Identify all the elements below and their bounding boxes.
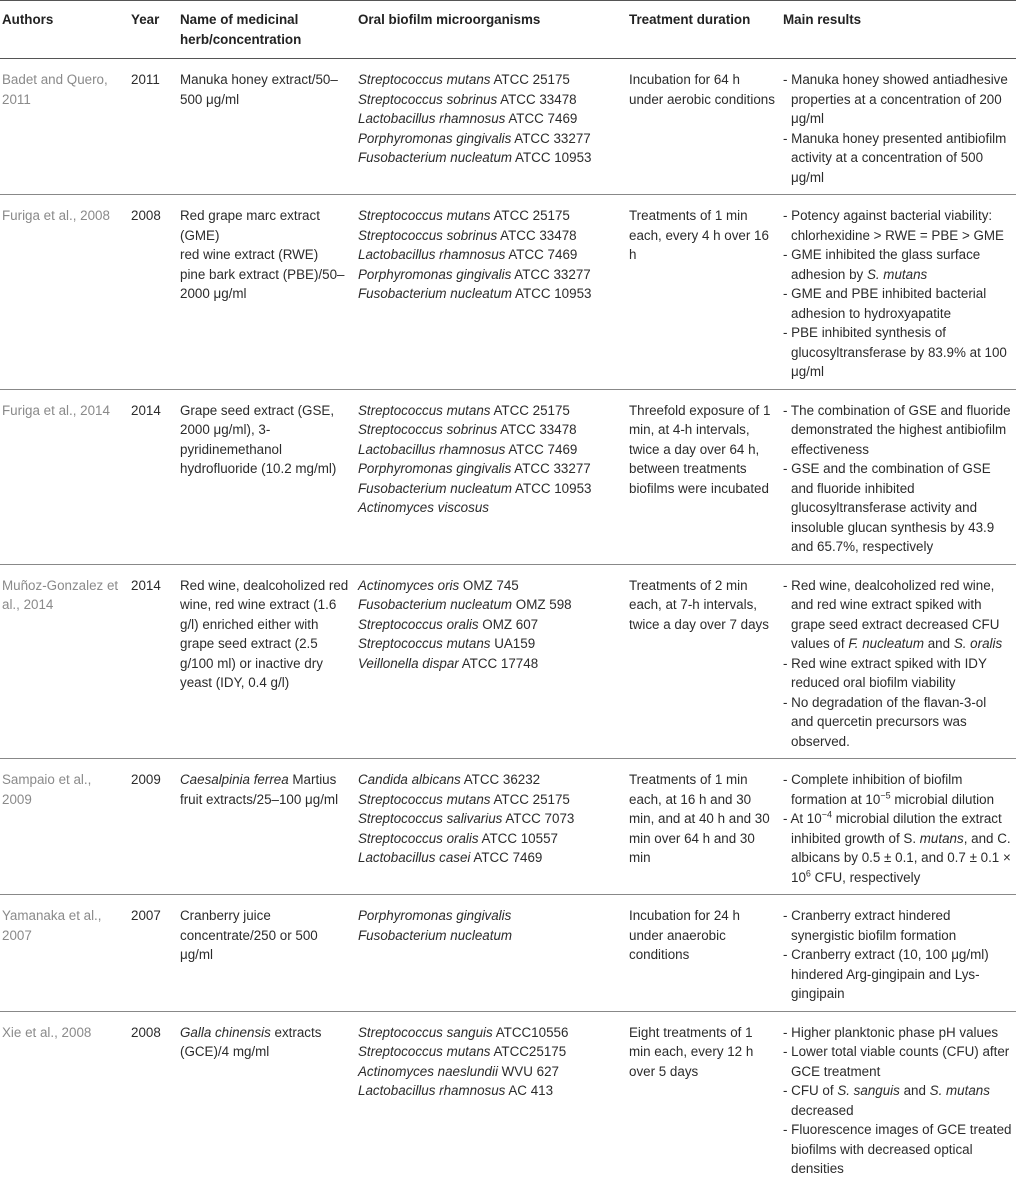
duration-cell: Threefold exposure of 1 min, at 4-h intervals, twice a day over 64 h, between treatments biofilms were incubated <box>625 389 779 564</box>
year-cell: 2008 <box>127 195 176 390</box>
header-authors: Authors <box>0 1 127 59</box>
organism-item <box>358 634 621 654</box>
organisms-cell <box>354 195 625 390</box>
table-row <box>0 59 1016 195</box>
herb-cell <box>176 759 354 895</box>
herb-cell: Red wine, dealcoholized red wine, red wine extract (1.6 g/l) enriched either with grape seed extract (2.5 g/100 ml) or inactive dry yeast (IDY, 0.4 g/l) <box>176 564 354 759</box>
herb-species: Caesalpinia ferrea <box>180 772 289 787</box>
strain-id: ATCC 33478 <box>497 422 577 437</box>
species-name: Streptococcus mutans <box>358 402 491 418</box>
species-name: Lactobacillus rhamnosus <box>358 111 506 126</box>
organisms-cell <box>354 59 625 195</box>
herb-species: Galla chinensis <box>180 1024 271 1040</box>
species-name: Fusobacterium nucleatum <box>358 480 513 496</box>
results-cell <box>779 59 1016 195</box>
strain-id: ATCC 36232 <box>460 772 541 787</box>
strain-id: ATCC 10557 <box>478 830 558 846</box>
result-item: - PBE inhibited synthesis of glucosyltransferase by 83.9% at 100 μg/ml <box>783 325 1007 379</box>
header-organisms: Oral biofilm microorganisms <box>354 1 625 59</box>
header-year: Year <box>127 1 176 59</box>
species-name: Streptococcus salivarius <box>358 811 503 826</box>
organism-item <box>358 148 621 168</box>
organism-item <box>358 284 621 304</box>
organism-item <box>358 770 621 790</box>
organism-item <box>358 1042 621 1062</box>
organism-item <box>358 926 621 946</box>
results-cell <box>779 564 1016 759</box>
species-name: Streptococcus sobrinus <box>358 227 498 243</box>
species-name: Streptococcus mutans <box>358 791 491 807</box>
strain-id: ATCC10556 <box>492 1024 569 1040</box>
herb-cell <box>176 195 354 390</box>
species-name: Actinomyces viscosus <box>358 500 489 515</box>
result-item: - Potency against bacterial viability: chlorhexidine > RWE = PBE > GME <box>783 208 1004 243</box>
species-name: Streptococcus mutans <box>358 636 491 651</box>
organism-item <box>358 576 621 596</box>
strain-id: OMZ 745 <box>459 577 519 593</box>
duration-cell: Treatments of 1 min each, every 4 h over 16 h <box>625 195 779 390</box>
result-item: - Manuka honey showed antiadhesive properties at a concentration of 200 μg/ml <box>783 72 1008 126</box>
species-name: Streptococcus oralis <box>358 616 479 632</box>
organism-item <box>358 809 621 829</box>
organisms-cell <box>354 759 625 895</box>
herb-text: Martius fruit extracts/25–100 μg/ml <box>180 772 339 807</box>
species-name: Fusobacterium nucleatum <box>358 150 513 165</box>
strain-id: ATCC 33478 <box>497 91 577 107</box>
species-name: Streptococcus mutans <box>358 72 491 87</box>
organism-item <box>358 479 621 499</box>
header-results: Main results <box>779 1 1016 59</box>
species-name: Fusobacterium nucleatum <box>358 286 513 301</box>
strain-id: OMZ 598 <box>512 597 572 612</box>
result-item: - GSE and the combination of GSE and fluoride inhibited glucosyltransferase activity and insoluble glucan synthesis by 43.9 and 65.7%, respectively <box>783 461 995 554</box>
strain-id: AC 413 <box>505 1083 554 1098</box>
organism-item <box>358 790 621 810</box>
results-cell <box>779 389 1016 564</box>
organism-item <box>358 420 621 440</box>
species-name: Veillonella dispar <box>358 655 459 671</box>
results-cell <box>779 759 1016 895</box>
herb-line: pine bark extract (PBE)/50–2000 μg/ml <box>180 266 345 301</box>
species-name: Streptococcus mutans <box>358 1044 491 1059</box>
result-item: - The combination of GSE and fluoride demonstrated the highest antibiofilm effectiveness <box>783 402 1011 457</box>
species-name: Lactobacillus rhamnosus <box>358 1083 506 1098</box>
result-item: - Red wine, dealcoholized red wine, and red wine extract spiked with grape seed extract decreased CFU values of F. nucleatum and S. oralis <box>783 577 1003 651</box>
species-name: Porphyromonas gingivalis <box>358 908 512 923</box>
organism-item <box>358 206 621 226</box>
species-name: Porphyromonas gingivalis <box>358 461 512 476</box>
strain-id: ATCC 7469 <box>505 247 578 262</box>
strain-id: ATCC 33277 <box>511 266 591 282</box>
author-cell: Xie et al., 2008 <box>2 1024 92 1040</box>
strain-id: ATCC 7469 <box>470 850 543 865</box>
duration-cell: Eight treatments of 1 min each, every 12 h over 5 days <box>629 1024 754 1079</box>
herb-cell: Cranberry juice concentrate/250 or 500 μg/ml <box>176 895 354 1012</box>
author-cell: Furiga et al., 2014 <box>0 389 127 564</box>
species-name: Streptococcus sanguis <box>358 1024 493 1040</box>
table-row <box>0 389 1016 564</box>
herb-cell <box>176 1011 354 1186</box>
organisms-cell <box>354 389 625 564</box>
species-name: Fusobacterium nucleatum <box>358 927 513 943</box>
organism-item <box>358 245 621 265</box>
header-row <box>0 1 1016 59</box>
author-cell: Muñoz-Gonzalez et al., 2014 <box>0 564 127 759</box>
organism-item <box>358 440 621 460</box>
year-cell: 2014 <box>127 564 176 759</box>
species-name: Actinomyces oris <box>358 577 460 593</box>
species-name: Lactobacillus rhamnosus <box>358 441 506 457</box>
duration-cell: Incubation for 24 h under anaerobic conditions <box>625 895 779 1012</box>
organism-item <box>358 1081 621 1101</box>
result-item: - Cranberry extract hindered synergistic biofilm formation <box>783 908 957 943</box>
organism-item <box>358 906 621 926</box>
organism-item <box>358 265 621 285</box>
strain-id: ATCC 7469 <box>505 441 578 457</box>
herb-cell: Manuka honey extract/50–500 μg/ml <box>176 59 354 195</box>
table-row <box>0 759 1016 895</box>
strain-id: ATCC 25175 <box>490 791 570 807</box>
result-item: - Lower total viable counts (CFU) after GCE treatment <box>783 1044 1010 1079</box>
herb-line: Red grape marc extract (GME) <box>180 208 320 243</box>
strain-id: ATCC 33277 <box>511 461 591 476</box>
strain-id: ATCC 10953 <box>512 286 592 301</box>
result-item: - Higher planktonic phase pH values <box>783 1024 999 1040</box>
year-cell: 2014 <box>127 389 176 564</box>
organisms-cell <box>354 564 625 759</box>
strain-id: ATCC 10953 <box>512 480 592 496</box>
organism-item <box>358 109 621 129</box>
species-name: Lactobacillus rhamnosus <box>358 247 506 262</box>
organism-item <box>358 615 621 635</box>
strain-id: OMZ 607 <box>478 616 539 632</box>
result-item: - GME and PBE inhibited bacterial adhesion to hydroxyapatite <box>783 286 987 321</box>
species-name: Streptococcus mutans <box>358 208 491 223</box>
organism-item <box>358 129 621 149</box>
table-row <box>0 1011 1016 1186</box>
results-cell <box>779 895 1016 1012</box>
organism-item <box>358 459 621 479</box>
organisms-cell <box>354 895 625 1012</box>
duration-cell: Incubation for 64 h under aerobic conditions <box>625 59 779 195</box>
table-row <box>0 564 1016 759</box>
strain-id: ATCC 33277 <box>511 130 591 146</box>
strain-id: WVU 627 <box>497 1063 559 1079</box>
duration-cell: Treatments of 2 min each, at 7-h intervals, twice a day over 7 days <box>625 564 779 759</box>
author-cell: Yamanaka et al., 2007 <box>0 895 127 1012</box>
results-cell <box>779 1011 1016 1186</box>
result-item: - No degradation of the flavan-3-ol and quercetin precursors was observed. <box>783 694 987 749</box>
organism-item <box>358 1023 621 1043</box>
duration-cell: Treatments of 1 min each, at 16 h and 30 min, and at 40 h and 30 min over 64 h and 30 min <box>625 759 779 895</box>
species-name: Streptococcus sobrinus <box>358 422 498 437</box>
organism-item <box>358 829 621 849</box>
strain-id: UA159 <box>490 636 536 651</box>
strain-id: ATCC 25175 <box>490 402 570 418</box>
strain-id: ATCC 25175 <box>490 208 570 223</box>
year-cell: 2011 <box>127 59 176 195</box>
species-name: Lactobacillus casei <box>358 850 471 865</box>
species-name: Fusobacterium nucleatum <box>358 597 513 612</box>
header-herb: Name of medicinal herb/concentration <box>176 1 354 59</box>
result-item: - Red wine extract spiked with IDY reduced oral biofilm viability <box>783 655 987 690</box>
year-cell: 2008 <box>131 1024 161 1040</box>
result-item: - Manuka honey presented antibiofilm activity at a concentration of 500 μg/ml <box>783 130 1007 185</box>
table-row <box>0 895 1016 1012</box>
author-cell: Furiga et al., 2008 <box>0 195 127 390</box>
organism-item <box>358 226 621 246</box>
species-name: Candida albicans <box>358 772 461 787</box>
herb-cell: Grape seed extract (GSE, 2000 μg/ml), 3-pyridinemethanol hydrofluoride (10.2 mg/ml) <box>176 389 354 564</box>
organisms-cell <box>354 1011 625 1186</box>
strain-id: ATCC 25175 <box>490 72 570 87</box>
result-item: - Cranberry extract (10, 100 μg/ml) hindered Arg-gingipain and Lys-gingipain <box>783 947 989 1001</box>
strain-id: ATCC25175 <box>490 1044 567 1059</box>
strain-id: ATCC 7469 <box>505 111 578 126</box>
result-item: - CFU of S. sanguis and S. mutans decreased <box>783 1083 990 1118</box>
organism-item <box>358 90 621 110</box>
results-cell <box>779 195 1016 390</box>
strain-id: ATCC 33478 <box>497 227 577 243</box>
organism-item <box>358 498 621 518</box>
year-cell: 2009 <box>127 759 176 895</box>
header-duration: Treatment duration <box>625 1 779 59</box>
species-name: Porphyromonas gingivalis <box>358 130 512 146</box>
strain-id: ATCC 7073 <box>502 811 575 826</box>
year-cell: 2007 <box>127 895 176 1012</box>
strain-id: ATCC 17748 <box>458 655 539 671</box>
result-item: - At $10^{-4}$ microbial dilution the extract inhibited growth of S. mutans, and C. albicans by 0.5 ± 0.1, and $0.7 \pm 0.1 \times 10^6$ CFU, respectively <box>783 809 1011 885</box>
herb-text: extracts (GCE)/4 mg/ml <box>180 1024 322 1059</box>
herb-line: red wine extract (RWE) <box>180 247 319 262</box>
author-cell: Badet and Quero, 2011 <box>0 59 127 195</box>
table-row <box>0 195 1016 390</box>
species-name: Streptococcus sobrinus <box>358 91 498 107</box>
organism-item <box>358 848 621 868</box>
strain-id: ATCC 10953 <box>512 150 592 165</box>
organism-item <box>358 401 621 421</box>
organism-item <box>358 70 621 90</box>
result-item: - Complete inhibition of biofilm formation at $10^{-5}$ microbial dilution <box>783 772 995 807</box>
result-item: - GME inhibited the glass surface adhesion by S. mutans <box>783 247 981 282</box>
species-name: Actinomyces naeslundii <box>358 1063 498 1079</box>
species-name: Streptococcus oralis <box>358 830 479 846</box>
organism-item <box>358 595 621 615</box>
author-cell: Sampaio et al., 2009 <box>0 759 127 895</box>
result-item: - Fluorescence images of GCE treated biofilms with decreased optical densities <box>783 1122 1012 1176</box>
organism-item <box>358 654 621 674</box>
species-name: Porphyromonas gingivalis <box>358 266 512 282</box>
organism-item <box>358 1062 621 1082</box>
